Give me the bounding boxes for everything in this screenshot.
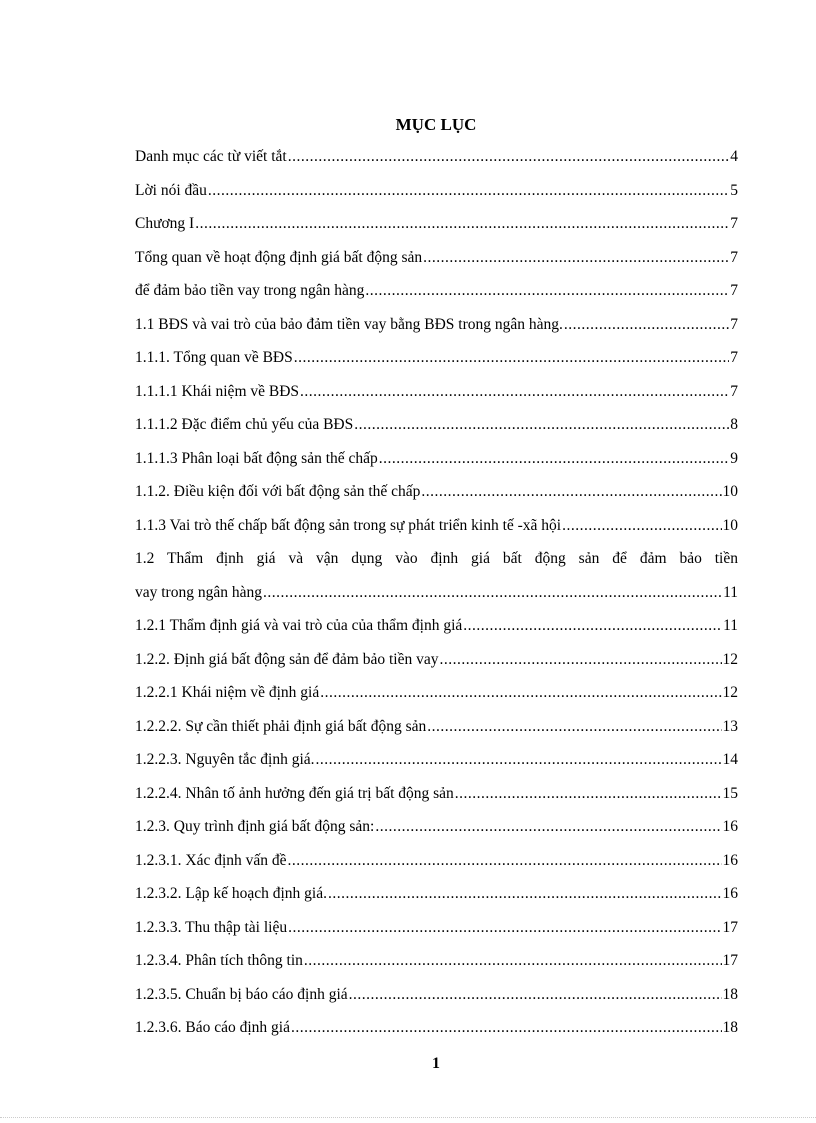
toc-entry[interactable] (135, 615, 738, 649)
toc-entry-page: 7 (730, 282, 738, 299)
toc-entry[interactable] (135, 850, 738, 884)
toc-entry[interactable] (135, 816, 738, 850)
page-title: MỤC LỤC (395, 115, 477, 134)
dot-leader (439, 649, 721, 671)
toc-entry-page: 18 (722, 985, 738, 1003)
toc-entry[interactable] (135, 917, 738, 951)
toc-entry-page: 7 (730, 382, 738, 400)
toc-entry-page: 4 (730, 148, 738, 165)
toc-entry-text: 1.1.2. Điều kiện đối với bất động sản thế chấp (135, 483, 421, 500)
toc-entry[interactable] (135, 213, 738, 247)
dot-leader (349, 984, 722, 1006)
toc-entry-text: 1.1.1.3 Phân loại bất động sản thế chấp (135, 449, 378, 467)
dot-leader (375, 816, 721, 838)
toc-entry-page: 10 (722, 516, 738, 534)
toc-entry-page: 16 (722, 818, 738, 835)
toc-entry[interactable] (135, 950, 738, 984)
toc-entry-text: 1.2.2.3. Nguyên tắc định giá. (135, 751, 315, 768)
dot-leader (328, 883, 722, 905)
toc-entry-page: 16 (722, 885, 738, 902)
toc-entry[interactable] (135, 314, 738, 348)
dot-leader (300, 381, 729, 403)
toc-entry-text: 1.2.3.6. Báo cáo định giá (135, 1019, 290, 1036)
toc-entry-page: 7 (730, 248, 738, 266)
toc-entry-page: 9 (730, 449, 738, 467)
toc-entry-page: 12 (722, 684, 738, 701)
toc-entry-text: 1.2.3.4. Phân tích thông tin (135, 952, 303, 969)
dot-leader (208, 180, 729, 202)
toc-entry[interactable] (135, 180, 738, 214)
toc-entry-page: 7 (730, 349, 738, 366)
toc-entry-page: 16 (722, 851, 738, 869)
toc-entry-text: Chương I (135, 215, 195, 232)
toc-entry-text: 1.2.3.3. Thu thập tài liệu (135, 918, 288, 936)
toc-entry-text: 1.1 BĐS và vai trò của bảo đảm tiền vay bằng BĐS trong ngân hàng. (135, 315, 563, 333)
dot-leader (263, 582, 722, 604)
dot-leader (423, 247, 729, 269)
toc-entry[interactable] (135, 1017, 738, 1051)
toc-entry-page: 13 (722, 717, 738, 735)
dot-leader (195, 213, 729, 235)
toc-entry-text: 1.2.2. Định giá bất động sản để đảm bảo tiền vay (135, 650, 439, 668)
toc-entry-page: 11 (723, 617, 738, 634)
table-of-contents (135, 146, 738, 1051)
dot-leader (562, 515, 721, 537)
toc-entry[interactable] (135, 649, 738, 683)
toc-entry-text: 1.2.3.1. Xác định vấn đề (135, 851, 287, 869)
toc-entry-text: 1.2.3.5. Chuẩn bị báo cáo định giá (135, 985, 348, 1003)
toc-entry-text: 1.1.3 Vai trò thế chấp bất động sản trong sự phát triển kinh tế -xã hội (135, 516, 562, 534)
toc-entry-page: 7 (730, 315, 738, 333)
toc-entry[interactable] (135, 783, 738, 817)
toc-entry[interactable] (135, 883, 738, 917)
toc-entry-page: 12 (722, 650, 738, 668)
toc-entry-page: 14 (722, 751, 738, 768)
dot-leader (354, 414, 729, 436)
dot-leader (316, 749, 722, 771)
toc-entry-text: 1.1.1. Tổng quan về BĐS (135, 349, 293, 366)
dot-leader (291, 1017, 722, 1039)
dot-leader (455, 783, 722, 805)
toc-entry-text: 1.1.1.1 Khái niệm về BĐS (135, 382, 300, 400)
toc-entry[interactable] (135, 347, 738, 381)
toc-entry[interactable] (135, 414, 738, 448)
toc-entry-page: 15 (722, 784, 738, 802)
toc-entry-text: để đảm bảo tiền vay trong ngân hàng (135, 282, 365, 299)
toc-entry[interactable] (135, 548, 738, 615)
dot-leader (320, 682, 721, 704)
toc-entry-page: 17 (722, 918, 738, 936)
toc-entry[interactable] (135, 984, 738, 1018)
toc-entry-text: Danh mục các từ viết tắt (135, 148, 287, 165)
toc-entry-page: 7 (730, 215, 738, 232)
toc-entry-text: 1.2.2.1 Khái niệm về định giá (135, 684, 320, 701)
toc-entry[interactable] (135, 481, 738, 515)
toc-entry-text: Tổng quan về hoạt động định giá bất động sản (135, 248, 423, 266)
toc-entry[interactable] (135, 280, 738, 314)
page-number: 1 (432, 1055, 440, 1072)
toc-entry-page: 10 (722, 483, 738, 500)
dot-leader (288, 917, 721, 939)
dot-leader (564, 314, 729, 336)
page-bottom-divider (0, 1117, 816, 1118)
toc-entry-text: 1.2.2.4. Nhân tố ảnh hưởng đến giá trị bất động sản (135, 784, 454, 802)
toc-entry[interactable] (135, 247, 738, 281)
toc-entry-page: 18 (722, 1019, 738, 1036)
dot-leader (304, 950, 722, 972)
toc-entry-page: 17 (722, 952, 738, 969)
toc-entry-page: 5 (730, 181, 738, 199)
toc-entry-page: 8 (730, 416, 738, 433)
toc-entry-text-continued: vay trong ngân hàng (135, 583, 262, 601)
dot-leader (379, 448, 729, 470)
toc-entry-page: 11 (723, 583, 738, 601)
toc-entry-text: 1.2.2.2. Sự cần thiết phải định giá bất động sản (135, 717, 427, 735)
toc-entry[interactable] (135, 448, 738, 482)
toc-entry[interactable] (135, 749, 738, 783)
toc-entry-text: Lời nói đầu (135, 181, 207, 199)
toc-entry-text: 1.2.3. Quy trình định giá bất động sản: (135, 818, 375, 835)
toc-entry[interactable] (135, 381, 738, 415)
dot-leader (463, 615, 722, 637)
toc-entry-text: 1.2.1 Thẩm định giá và vai trò của của thẩm định giá (135, 617, 463, 634)
toc-entry[interactable] (135, 716, 738, 750)
dot-leader (288, 850, 722, 872)
dot-leader (294, 347, 730, 369)
toc-entry-text: 1.2 Thẩm định giá và vận dụng vào định giá bất động sản để đảm bảo tiền (135, 550, 738, 567)
dot-leader (288, 146, 730, 168)
toc-entry-text: 1.1.1.2 Đặc điểm chủ yếu của BĐS (135, 416, 354, 433)
dot-leader (427, 716, 721, 738)
dot-leader (421, 481, 721, 503)
toc-entry[interactable] (135, 146, 738, 180)
toc-entry-text: 1.2.3.2. Lập kế hoạch định giá. (135, 885, 327, 902)
toc-entry[interactable] (135, 682, 738, 716)
toc-entry[interactable] (135, 515, 738, 549)
dot-leader (365, 280, 729, 302)
